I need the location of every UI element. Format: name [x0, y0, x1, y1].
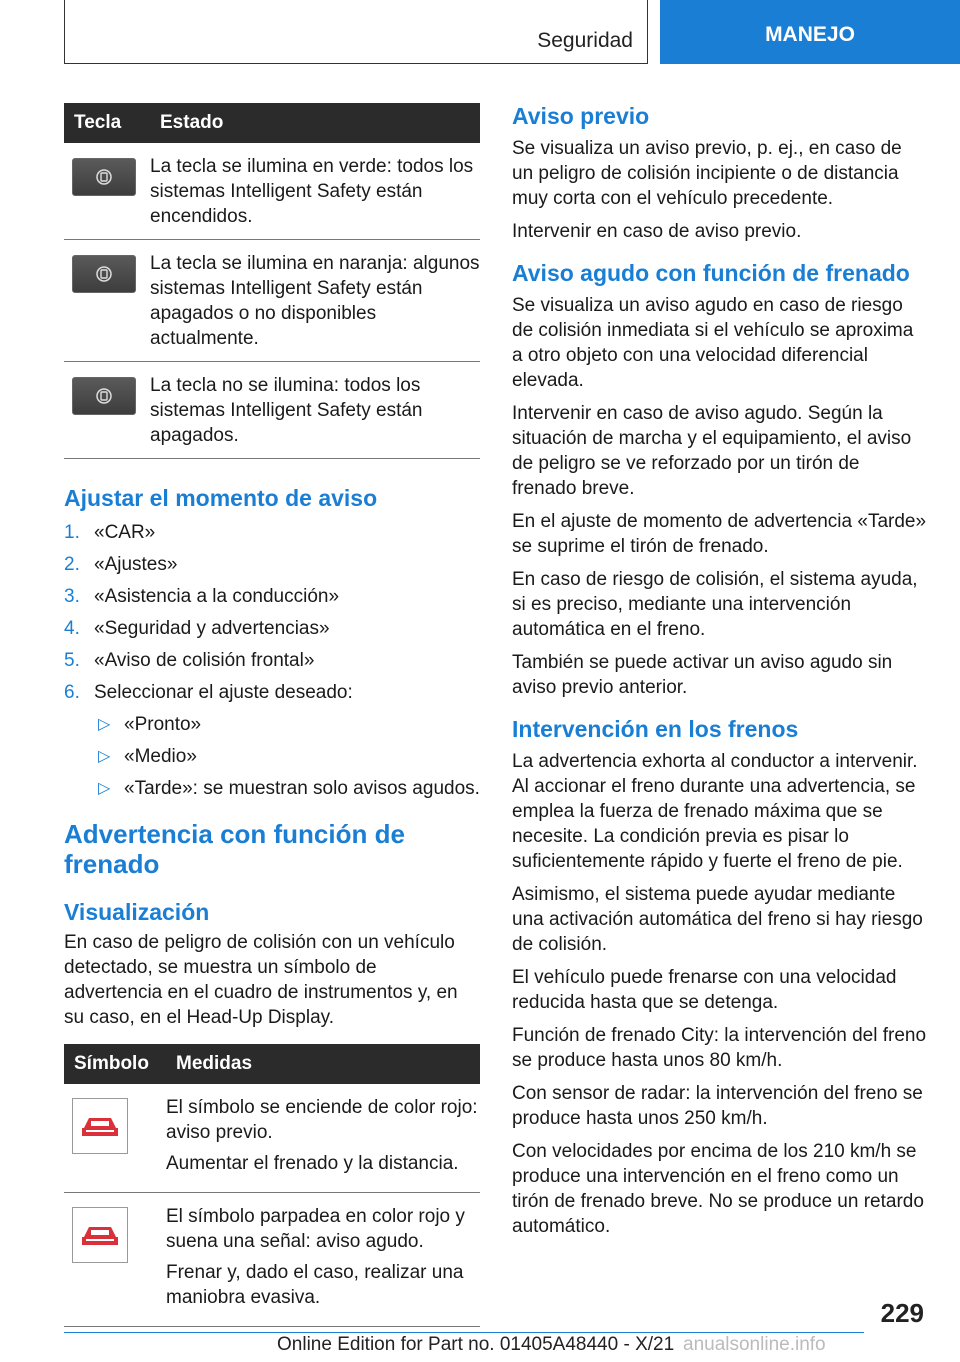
paragraph: Se visualiza un aviso agudo en caso de riesgo de colisión inmediata si el vehículo se aproxima a otro objeto con una velocidad diferencial elevada. [512, 295, 914, 391]
brake-title: Intervención en los frenos [512, 716, 799, 742]
paragraph: En el ajuste de momento de advertencia «Tarde» se suprime el tirón de frenado. [512, 511, 927, 557]
measure-text: Aumentar el frenado y la distancia. [166, 1153, 459, 1174]
table-row [64, 1193, 480, 1327]
list-item: 1. «CAR» [64, 522, 156, 543]
display-title: Visualización [64, 899, 210, 925]
list-item: 6. Seleccionar el ajuste deseado: ▷ «Pronto» ▷ «Medio» ▷ «Tarde»: se muestran solo avisos agudos. [64, 682, 480, 799]
table-row [64, 240, 480, 362]
col-header-symbol: Símbolo [64, 1044, 166, 1084]
triangle-bullet-icon: ▷ [98, 716, 111, 733]
list-item: 4. «Seguridad y advertencias» [64, 618, 330, 639]
paragraph: También se puede activar un aviso agudo sin aviso previo anterior. [512, 652, 893, 698]
triangle-bullet-icon: ▷ [98, 780, 111, 797]
right-column [512, 103, 928, 1247]
intelligent-safety-key-icon [72, 255, 136, 293]
pre-warning-title: Aviso previo [512, 103, 650, 129]
option-list [94, 712, 480, 801]
header-box [64, 0, 648, 64]
paragraph: Se visualiza un aviso previo, p. ej., en caso de un peligro de colisión incipiente o de distancia muy corta con el vehículo precedente. [512, 138, 902, 209]
paragraph: Asimismo, el sistema puede ayudar mediante una activación automática del freno si hay riesgo de colisión. [512, 884, 923, 955]
paragraph: Función de frenado City: la intervención del freno se produce hasta unos 80 km/h. [512, 1025, 927, 1071]
intelligent-safety-key-icon [72, 158, 136, 196]
adjust-title: Ajustar el momento de aviso [64, 485, 378, 511]
chapter-tab[interactable]: MANEJO [660, 0, 960, 64]
measure-text: Frenar y, dado el caso, realizar una maniobra evasiva. [166, 1262, 464, 1308]
list-item: 5. «Aviso de colisión frontal» [64, 650, 315, 671]
paragraph: Intervenir en caso de aviso agudo. Según la situación de marcha y el equipamiento, el aviso de peligro se ve reforzado por un tirón de frenado breve. [512, 403, 912, 499]
paragraph: El vehículo puede frenarse con una velocidad reducida hasta que se detenga. [512, 967, 897, 1013]
vehicle-collision-warning-icon [72, 1207, 128, 1263]
triangle-bullet-icon: ▷ [98, 748, 111, 765]
watermark-text: anualsonline.info [683, 1334, 826, 1355]
option-item: ▷ «Medio» [98, 746, 197, 767]
table-row [64, 143, 480, 240]
key-state-table [64, 103, 480, 459]
list-item: 3. «Asistencia a la conducción» [64, 586, 340, 607]
col-header-measures: Medidas [166, 1044, 480, 1084]
state-text: La tecla no se ilumina: todos los sistemas Intelligent Safety están apagados. [150, 362, 480, 459]
col-header-state: Estado [150, 103, 480, 143]
page-number: 229 [880, 1298, 924, 1328]
edition-text: Online Edition for Part no. 01405A48440 - X/21 [277, 1334, 675, 1355]
paragraph: Intervenir en caso de aviso previo. [512, 221, 802, 242]
warning-title: Advertencia con función de frenado [64, 819, 405, 879]
option-item: ▷ «Tarde»: se muestran solo avisos agudos. [98, 778, 480, 799]
option-item: ▷ «Pronto» [98, 714, 202, 735]
table-row [64, 362, 480, 459]
paragraph: En caso de riesgo de colisión, el sistema ayuda, si es preciso, mediante una intervención automática en el freno. [512, 569, 918, 640]
display-text: En caso de peligro de colisión con un vehículo detectado, se muestra un símbolo de advertencia en el cuadro de instrumentos y, en su caso, en el Head-Up Display. [64, 932, 458, 1028]
footer-divider [64, 1332, 864, 1333]
measure-text: El símbolo parpadea en color rojo y suena una señal: aviso agudo. [166, 1206, 465, 1252]
left-column [64, 103, 480, 1327]
state-text: La tecla se ilumina en verde: todos los sistemas Intelligent Safety están encendidos. [150, 143, 480, 240]
table-row [64, 1084, 480, 1193]
col-header-key: Tecla [64, 103, 150, 143]
intelligent-safety-key-icon [72, 377, 136, 415]
vehicle-collision-warning-icon [72, 1098, 128, 1154]
paragraph: La advertencia exhorta al conductor a intervenir. Al accionar el freno durante una advertencia, se emplea la fuerza de frenado máxima que se necesite. La condición previa es pisar lo suficientemente rápido y fuerte el freno de pie. [512, 751, 918, 872]
section-title: Seguridad [537, 29, 633, 52]
list-item: 2. «Ajustes» [64, 554, 178, 575]
paragraph: Con velocidades por encima de los 210 km/h se produce una intervención en el freno como un tirón de frenado breve. No se produce un retardo automático. [512, 1141, 924, 1237]
state-text: La tecla se ilumina en naranja: algunos sistemas Intelligent Safety están apagados o no disponibles actualmente. [150, 240, 480, 362]
adjust-steps [64, 520, 480, 801]
acute-warning-title: Aviso agudo con función de frenado [512, 260, 910, 286]
paragraph: Con sensor de radar: la intervención del freno se produce hasta unos 250 km/h. [512, 1083, 923, 1129]
measure-text: El símbolo se enciende de color rojo: aviso previo. [166, 1097, 478, 1143]
symbol-table [64, 1044, 480, 1327]
